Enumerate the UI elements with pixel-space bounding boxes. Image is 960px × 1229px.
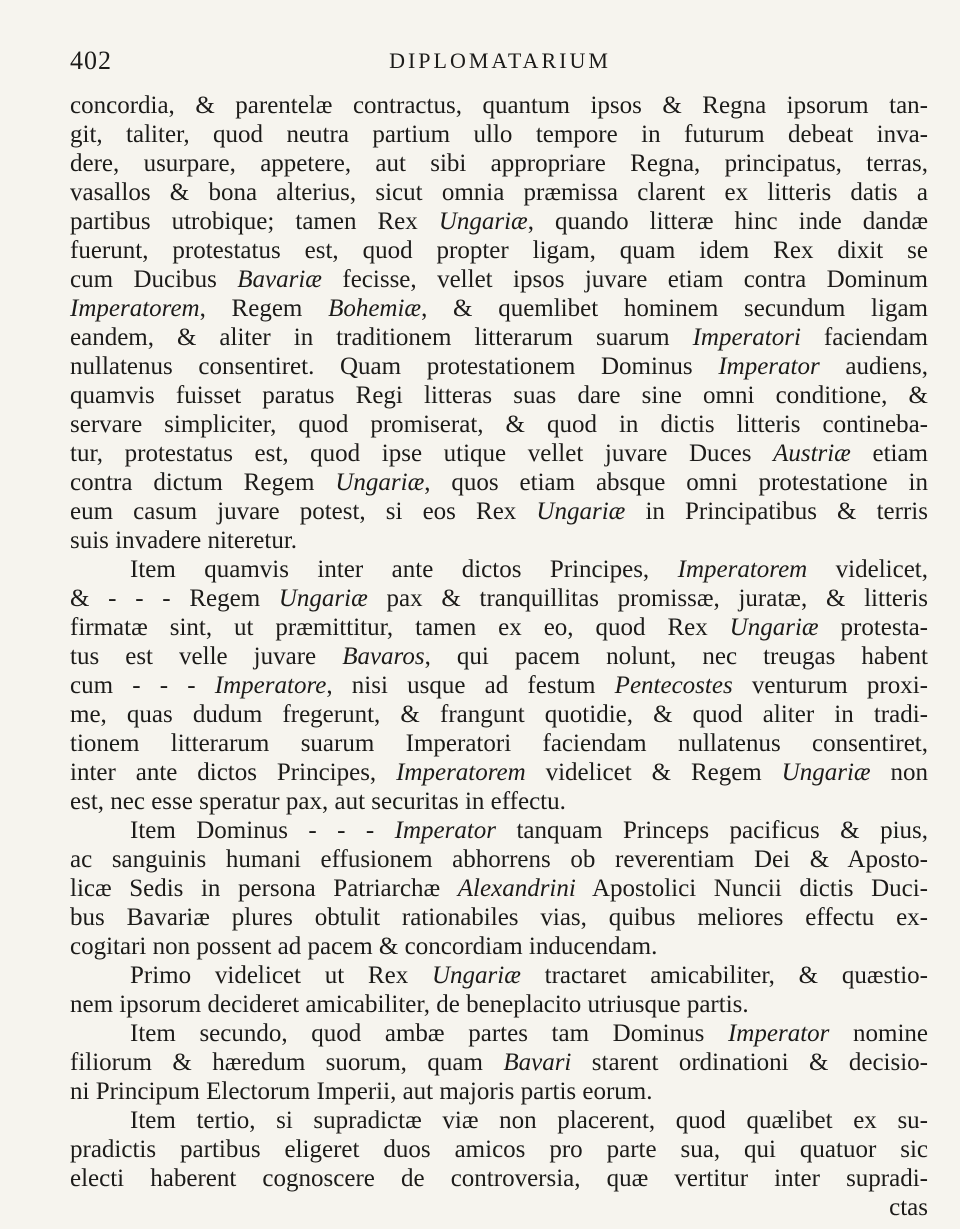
text-segment: partibus utrobique; tamen Rex <box>70 208 439 235</box>
text-line <box>70 149 928 178</box>
text-segment: , quos etiam absque omni protestatione in <box>424 469 928 496</box>
text-line <box>70 1164 928 1193</box>
text-segment: & - - - Regem <box>70 585 279 612</box>
text-line <box>70 990 928 1019</box>
text-line <box>70 816 928 845</box>
text-segment: tur, protestatus est, quod ipse utique vellet juvare Duces <box>70 440 774 467</box>
text-segment: ac sanguinis humani effusionem abhorrens ob reverentiam Dei & Aposto- <box>70 846 928 873</box>
text-segment: Item Dominus - - - <box>130 817 395 844</box>
italic-term: Imperatori <box>692 324 801 351</box>
italic-term: Ungariæ <box>536 498 626 525</box>
text-line <box>70 1048 928 1077</box>
text-segment: quamvis fuisset paratus Regi litteras suas dare sine omni conditione, & <box>70 382 928 409</box>
text-segment: Item tertio, si supradictæ viæ non placerent, quod quælibet ex su- <box>130 1107 928 1134</box>
text-line <box>70 787 928 816</box>
text-line <box>70 236 928 265</box>
text-line <box>70 613 928 642</box>
text-segment: , Regem <box>199 295 329 322</box>
text-segment: fecisse, vellet ipsos juvare etiam contra Dominum <box>321 266 928 293</box>
italic-term: Bavariæ <box>237 266 322 293</box>
text-segment: , quando litteræ hinc inde dandæ <box>527 208 928 235</box>
text-segment: etiam <box>850 440 928 467</box>
text-line <box>70 265 928 294</box>
text-line <box>70 352 928 381</box>
text-segment: tanquam Princeps pacificus & pius, <box>496 817 928 844</box>
italic-term: Imperatorem <box>70 295 200 322</box>
text-segment: videlicet, <box>807 556 928 583</box>
text-line <box>70 294 928 323</box>
text-line <box>70 555 928 584</box>
text-line <box>70 381 928 410</box>
text-segment: Item quamvis inter ante dictos Principes, <box>130 556 678 583</box>
text-line <box>70 671 928 700</box>
italic-term: Ungariæ <box>438 208 528 235</box>
text-segment: concordia, & parentelæ contractus, quantum ipsos & Regna ipsorum tan- <box>70 92 928 119</box>
text-segment: filiorum & hæredum suorum, quam <box>70 1049 504 1076</box>
text-segment: vasallos & bona alterius, sicut omnia præmissa clarent ex litteris datis a <box>70 179 928 206</box>
text-segment: audiens, <box>819 353 928 380</box>
text-segment: tractaret amicabiliter, & quæstio- <box>520 962 928 989</box>
catchword <box>70 1193 928 1222</box>
text-segment: contra dictum Regem <box>70 469 336 496</box>
text-line <box>70 410 928 439</box>
text-line <box>70 1135 928 1164</box>
text-line <box>70 845 928 874</box>
text-segment: firmatæ sint, ut præmittitur, tamen ex eo, quod Rex <box>70 614 730 641</box>
italic-term: Ungariæ <box>781 759 871 786</box>
text-segment: tionem litterarum suarum Imperatori faciendam nullatenus consentiret, <box>70 730 928 757</box>
text-segment: Item secundo, quod ambæ partes tam Dominus <box>130 1020 728 1047</box>
italic-term: Pentecostes <box>614 672 733 699</box>
text-segment: , nisi usque ad festum <box>326 672 615 699</box>
text-segment: dere, usurpare, appetere, aut sibi appropriare Regna, principatus, terras, <box>70 150 928 177</box>
page-number: 402 <box>70 46 112 75</box>
text-segment: non <box>870 759 928 786</box>
text-line <box>70 439 928 468</box>
text-segment: venturum proxi- <box>732 672 928 699</box>
text-segment: cogitari non possent ad pacem & concordiam inducendam. <box>70 933 658 960</box>
text-segment: in Principatibus & terris <box>625 498 928 525</box>
text-line <box>70 642 928 671</box>
text-segment: nomine <box>829 1020 928 1047</box>
text-segment: est, nec esse speratur pax, aut securitas in effectu. <box>70 788 566 815</box>
text-segment: licæ Sedis in persona Patriarchæ <box>70 875 458 902</box>
text-segment: inter ante dictos Principes, <box>70 759 397 786</box>
text-segment: ni Principum Electorum Imperii, aut majoris partis eorum. <box>70 1078 653 1105</box>
text-line <box>70 1077 928 1106</box>
text-line <box>70 1106 928 1135</box>
text-segment: eandem, & aliter in traditionem litterarum suarum <box>70 324 693 351</box>
text-segment: nullatenus consentiret. Quam protestationem Dominus <box>70 353 719 380</box>
text-line <box>70 932 928 961</box>
italic-term: Imperatorem <box>396 759 526 786</box>
text-segment: git, taliter, quod neutra partium ullo tempore in futurum debeat inva- <box>70 121 928 148</box>
text-segment: protesta- <box>818 614 928 641</box>
italic-term: Bavari <box>503 1049 572 1076</box>
text-line <box>70 729 928 758</box>
text-segment: servare simpliciter, quod promiserat, & quod in dictis litteris contineba- <box>70 411 928 438</box>
text-segment: fuerunt, protestatus est, quod propter ligam, quam idem Rex dixit se <box>70 237 928 264</box>
italic-term: Ungariæ <box>431 962 521 989</box>
text-line <box>70 903 928 932</box>
text-line <box>70 91 928 120</box>
text-segment: Apostolici Nuncii dictis Duci- <box>575 875 928 902</box>
text-segment: , qui pacem nolunt, nec treugas habent <box>424 643 928 670</box>
italic-term: Bohemiæ <box>328 295 422 322</box>
text-line <box>70 207 928 236</box>
italic-term: Imperatore <box>214 672 327 699</box>
italic-term: Ungariæ <box>335 469 425 496</box>
text-segment: , & quemlibet hominem secundum ligam <box>421 295 928 322</box>
text-line <box>70 178 928 207</box>
text-segment: videlicet & Regem <box>525 759 782 786</box>
text-line <box>70 497 928 526</box>
text-line <box>70 584 928 613</box>
text-line <box>70 961 928 990</box>
italic-term: Austriæ <box>773 440 851 467</box>
running-title: DIPLOMATARIUM <box>389 48 611 73</box>
italic-term: Alexandrini <box>457 875 576 902</box>
italic-term: Imperator <box>394 817 497 844</box>
italic-term: Imperator <box>727 1020 830 1047</box>
text-segment: ctas <box>889 1194 928 1221</box>
italic-term: Imperator <box>718 353 820 380</box>
italic-term: Ungariæ <box>729 614 819 641</box>
text-segment: tus est velle juvare <box>70 643 343 670</box>
text-segment: pradictis partibus eligeret duos amicos pro parte sua, qui quatuor sic <box>70 1136 928 1163</box>
text-segment: pax & tranquillitas promissæ, juratæ, & litteris <box>367 585 928 612</box>
text-line <box>70 874 928 903</box>
text-line <box>70 758 928 787</box>
text-line <box>70 468 928 497</box>
page-header <box>70 46 930 80</box>
text-line <box>70 1019 928 1048</box>
text-segment: suis invadere niteretur. <box>70 527 298 554</box>
body-text <box>70 91 928 1222</box>
text-line <box>70 700 928 729</box>
text-segment: nem ipsorum decideret amicabiliter, de beneplacito utriusque partis. <box>70 991 749 1018</box>
text-segment: Primo videlicet ut Rex <box>130 962 432 989</box>
text-segment: faciendam <box>800 324 928 351</box>
text-segment: cum - - - <box>70 672 215 699</box>
text-segment: electi haberent cognoscere de controversia, quæ vertitur inter supradi- <box>70 1165 928 1192</box>
italic-term: Imperatorem <box>677 556 808 583</box>
text-segment: me, quas dudum fregerunt, & frangunt quotidie, & quod aliter in tradi- <box>70 701 928 728</box>
text-segment: cum Ducibus <box>70 266 238 293</box>
text-line <box>70 526 928 555</box>
text-line <box>70 120 928 149</box>
text-line <box>70 323 928 352</box>
text-segment: starent ordinationi & decisio- <box>571 1049 928 1076</box>
text-segment: bus Bavariæ plures obtulit rationabiles vias, quibus meliores effectu ex- <box>70 904 928 931</box>
text-segment: eum casum juvare potest, si eos Rex <box>70 498 537 525</box>
italic-term: Ungariæ <box>278 585 368 612</box>
italic-term: Bavaros <box>342 643 425 670</box>
